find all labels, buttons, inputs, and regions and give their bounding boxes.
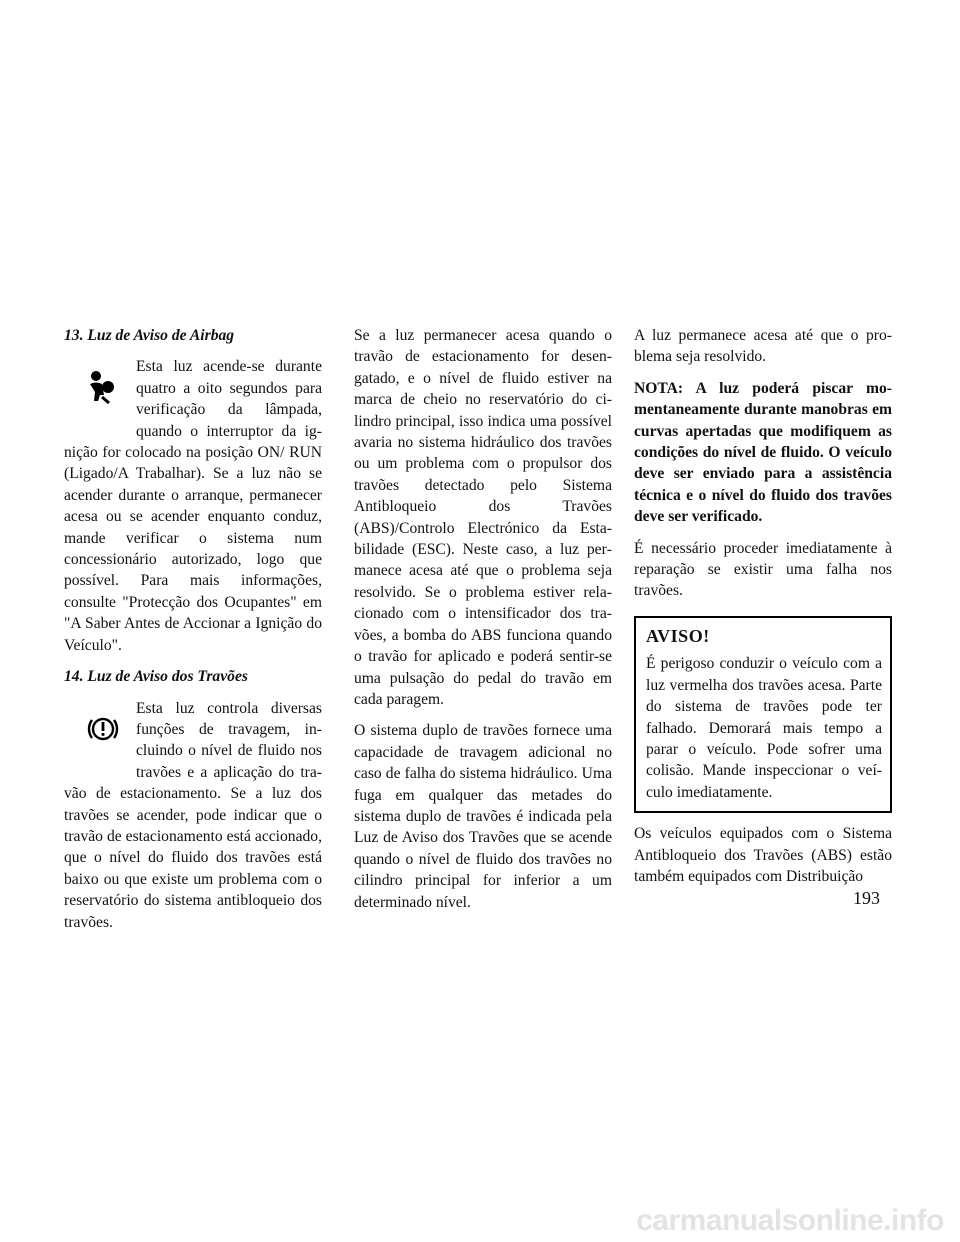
section-13-heading: 13. Luz de Aviso de Airbag [64, 327, 235, 344]
warning-box [634, 616, 892, 813]
column-right [634, 325, 892, 897]
col2-paragraph-1: Se a luz permanecer acesa quando o travão de estacionamento for desengatado, e o nível de fluido estiver na marca de cheio no reservatório do cilindro principal, isso indica uma possível avaria no sistema hidráulico dos travões ou um problema com o propulsor dos travões detectado pelo Sistema Antibloqueio dos Travões (ABS)/Controlo Electrónico da Estabilidade (ESC). Neste caso, a luz permanece acesa até que o problema seja resolvido. Se o problema estiver relacionado com o intensificador dos travões, a bomba do ABS funciona quando o travão for aplicado e poderá sentir-se uma pulsação do pedal do travão em cada paragem. [354, 327, 612, 708]
section-14-heading: 14. Luz de Aviso dos Travões [64, 668, 248, 686]
col3-paragraph-2: É necessário proceder imediatamente à reparação se existir uma falha nos travões. [634, 539, 892, 600]
page-number: 193 [853, 888, 880, 908]
airbag-icon [64, 356, 136, 436]
brake-warning-icon [64, 698, 136, 778]
section-13-body: Esta luz acende-se durante quatro a oito segundos para verificação da lâmpada, quando o interruptor da ignição for colocado na posição ON/ RUN (Ligado/A Trabalhar). Se a luz não se acender durante o arranque, permanecer acesa ou se acender enquanto conduz, mande verificar o sistema num concessionário autorizado, logo que possível. Para mais informações, consulte "Protecção dos Ocupantes" em "A Saber Antes de Accionar a Ignição do Veículo". [64, 358, 322, 654]
warning-title: AVISO! [646, 625, 710, 646]
col3-paragraph-1: A luz permanece acesa até que o problema seja resolvido. [634, 327, 892, 366]
col3-paragraph-3: Os veículos equipados com o Sistema Antibloqueio dos Travões (ABS) estão também equipados com Distribuição [634, 825, 892, 885]
col2-paragraph-2: O sistema duplo de travões fornece uma capacidade de travagem adicional no caso de falha do sistema hidráulico. Uma fuga em qualquer das metades do sistema duplo de travões é indicada pela Luz de Aviso dos Travões que se acende quando o nível de fluido dos travões no cilindro principal for inferior a um determinado nível. [354, 722, 612, 911]
watermark-logo: carmanualsonline.info [636, 1204, 944, 1237]
column-middle [354, 325, 612, 923]
section-14-body: Esta luz controla diversas funções de travagem, incluindo o nível de fluido nos travões e a aplicação do travão de estacionamento. Se a luz dos travões se acender, pode indicar que o travão de estacionamento está accionado, que o nível do fluido dos travões está baixo ou que existe um problema com o reservatório do sistema antibloqueio dos travões. [64, 699, 322, 931]
warning-body: É perigoso conduzir o veículo com a luz vermelha dos travões acesa. Parte do sistema de travões pode ter falhado. Demorará mais tempo a parar o veículo. Pode sofrer uma colisão. Mande inspeccionar o veículo imediatamente. [646, 655, 882, 801]
note-paragraph: NOTA: A luz poderá piscar momentaneamente durante manobras em curvas apertadas que modifiquem as condições do nível de fluido. O veículo deve ser enviado para a assistência técnica e o nível do fluido dos travões deve ser verificado. [634, 379, 892, 526]
column-left [64, 325, 322, 943]
